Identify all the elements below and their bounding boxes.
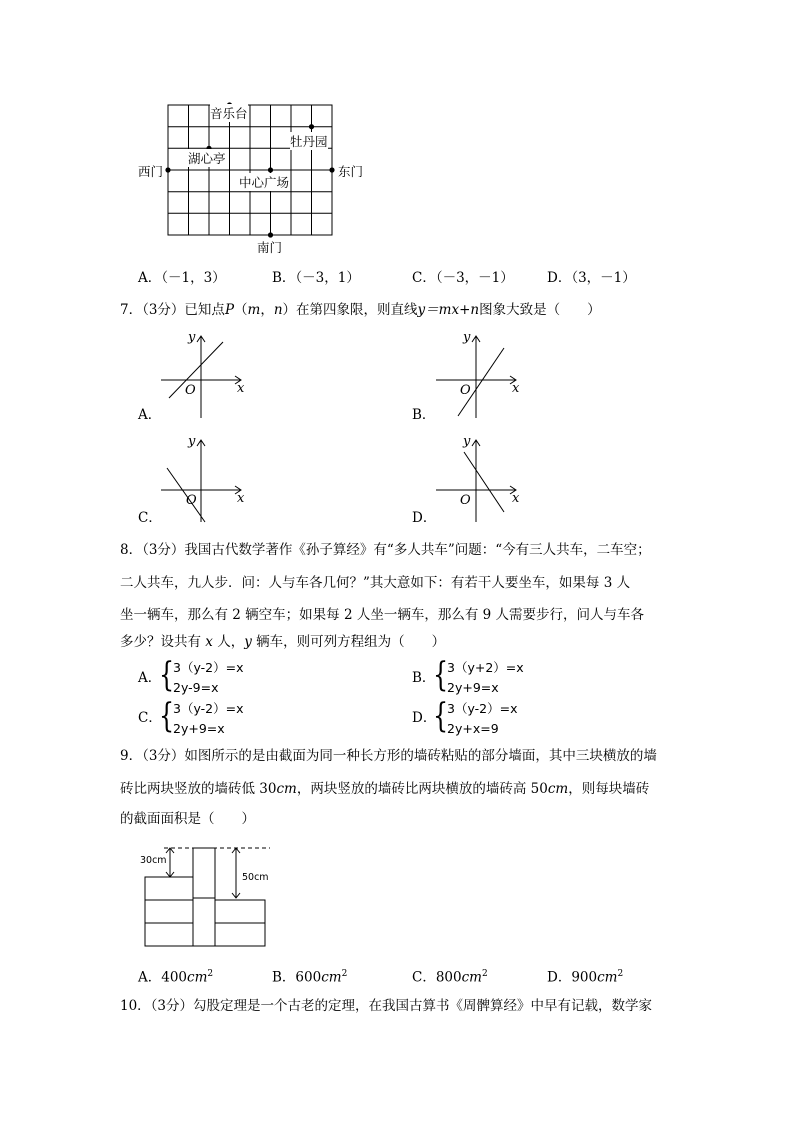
- q8-option-d-system: { 3（y-2）=x 2y+x=9: [433, 696, 518, 736]
- axis-origin: O: [460, 383, 471, 398]
- q9-option-d: D．$900cm^2$: [547, 969, 624, 986]
- q9-option-a: A．$400cm^2$: [138, 969, 214, 986]
- axis-origin: O: [460, 493, 471, 508]
- axis-y-label: y: [463, 330, 471, 345]
- q7-option-d: D．: [412, 510, 437, 526]
- q7-option-a: A．: [138, 407, 162, 423]
- q8-line-4: 多少？设共有 x 人，y 辆车，则可列方程组为（ ）: [120, 634, 446, 650]
- q8-option-c-label: C．: [138, 710, 162, 726]
- axis-y-label: y: [188, 434, 196, 449]
- q9-line-2: 砖比两块竖放的墙砖低 30cm，两块竖放的墙砖比两块横放的墙砖高 50cm，则每块墙砖: [120, 781, 650, 797]
- q8-option-d-label: D．: [412, 710, 437, 726]
- q8-line-2: 二人共车，九人步．问：人与车各几何？”其大意如下：有若干人要坐车，如果每 3 人: [120, 575, 631, 591]
- axis-origin: O: [186, 493, 197, 508]
- q9-option-c: C．$800cm^2$: [412, 969, 488, 986]
- q6-option-a: A．（－1，3）: [138, 270, 226, 286]
- map-label-east: 东门: [338, 164, 364, 179]
- q6-option-c: C．（－3，－1）: [412, 270, 514, 286]
- q8-option-b-system: { 3（y+2）=x 2y+9=x: [433, 655, 524, 695]
- q7-option-b: B．: [412, 407, 436, 423]
- q8-line-1: 8．（3分）我国古代数学著作《孙子算经》有“多人共车”问题：“今有三人共车，二车空；: [120, 542, 651, 558]
- axis-x-label: x: [237, 491, 245, 506]
- q7-option-c: C．: [138, 510, 162, 526]
- q8-line-3: 坐一辆车，那么有 2 辆空车；如果每 2 人坐一辆车，那么有 9 人需要步行，问人与车各: [120, 607, 645, 623]
- q7-stem: 7．（3分）已知点P（m，n）在第四象限，则直线y＝mx+n图象大致是（ ）: [120, 302, 601, 318]
- map-label-center: 中心广场: [239, 175, 290, 190]
- q9-line-1: 9．（3分）如图所示的是由截面为同一种长方形的墙砖粘贴的部分墙面，其中三块横放的墙: [120, 748, 657, 764]
- q6-option-d: D．（3，－1）: [547, 270, 636, 286]
- map-label-lake: 湖心亭: [188, 151, 226, 166]
- q8-option-a-system: { 3（y-2）=x 2y-9=x: [159, 655, 244, 695]
- map-label-peony: 牡丹园: [290, 134, 328, 149]
- axis-y-label: y: [463, 434, 471, 449]
- map-label-west: 西门: [138, 164, 164, 179]
- q8-option-c-system: { 3（y-2）=x 2y+9=x: [159, 696, 244, 736]
- q6-option-b: B．（－3，1）: [272, 270, 360, 286]
- q7-graph-c: [155, 432, 250, 524]
- q7-graph-b: [430, 328, 525, 420]
- axis-origin: O: [185, 383, 196, 398]
- q8-option-b-label: B．: [412, 670, 436, 686]
- q9-option-b: B．$600cm^2$: [272, 969, 348, 986]
- q7-graph-d: [430, 432, 525, 524]
- axis-y-label: y: [188, 330, 196, 345]
- label-50cm: 50cm: [242, 872, 269, 883]
- q9-brick-figure: [130, 840, 280, 952]
- axis-x-label: x: [512, 381, 520, 396]
- q8-option-a-label: A．: [138, 670, 162, 686]
- q9-line-3: 的截面面积是（ ）: [120, 811, 255, 827]
- q10-line-1: 10．（3分）勾股定理是一个古老的定理，在我国古算书《周髀算经》中早有记载，数学家: [120, 998, 653, 1014]
- q7-graph-a: [155, 328, 250, 420]
- map-label-south: 南门: [257, 240, 283, 255]
- axis-x-label: x: [512, 491, 520, 506]
- axis-x-label: x: [237, 381, 245, 396]
- label-30cm: 30cm: [140, 855, 167, 866]
- map-label-music: 音乐台: [210, 106, 248, 121]
